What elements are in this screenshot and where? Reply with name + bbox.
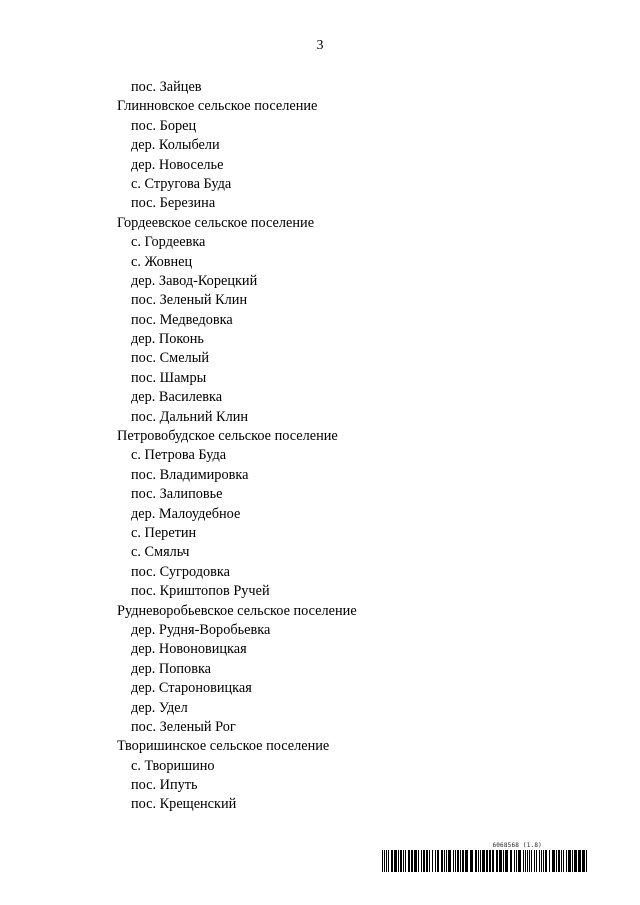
- locality-item: пос. Борец: [131, 117, 197, 134]
- locality-item: дер. Удел: [131, 699, 188, 716]
- settlement-heading: Творишинское сельское поселение: [117, 738, 330, 755]
- locality-item: с. Гордеевка: [131, 234, 206, 251]
- locality-item: дер. Завод-Корецкий: [131, 272, 258, 289]
- page-number: 3: [316, 38, 324, 53]
- locality-item: дер. Рудня-Воробьевка: [131, 621, 271, 638]
- locality-item: с. Петрова Буда: [131, 447, 227, 464]
- locality-item: с. Смяльч: [131, 544, 190, 561]
- locality-item: дер. Поповка: [131, 660, 212, 677]
- locality-item: пос. Крещенский: [131, 796, 237, 813]
- locality-item: с. Перетин: [131, 524, 197, 541]
- settlement-heading: Петровобудское сельское поселение: [117, 428, 338, 445]
- barcode-label: 6068568 (1.8): [492, 842, 542, 849]
- locality-item: пос. Дальний Клин: [131, 408, 249, 425]
- locality-item: пос. Шамры: [131, 369, 207, 386]
- locality-item: пос. Медведовка: [131, 311, 233, 328]
- locality-item: пос. Ипуть: [131, 777, 198, 794]
- locality-item: дер. Новоселье: [131, 156, 224, 173]
- settlement-heading: Рудневоробьевское сельское поселение: [117, 602, 357, 619]
- locality-item: пос. Зеленый Рог: [131, 718, 236, 735]
- document-barcode: [382, 842, 588, 872]
- locality-item: пос. Зеленый Клин: [131, 292, 248, 309]
- locality-item: с. Жовнец: [131, 253, 193, 270]
- settlement-list: [0, 78, 640, 815]
- locality-item: пос. Зайцев: [131, 79, 202, 95]
- locality-item: дер. Новоновицкая: [131, 641, 247, 658]
- locality-item: с. Стругова Буда: [131, 175, 232, 192]
- locality-item: пос. Владимировка: [131, 466, 249, 483]
- settlement-heading: Гордеевское сельское поселение: [117, 214, 315, 231]
- locality-item: дер. Василевка: [131, 389, 223, 406]
- settlement-heading: Глинновское сельское поселение: [117, 98, 318, 115]
- locality-item: пос. Сугродовка: [131, 563, 230, 580]
- barcode-bars: [382, 850, 588, 872]
- locality-item: пос. Березина: [131, 195, 216, 212]
- locality-item: дер. Малоудебное: [131, 505, 241, 522]
- locality-item: с. Творишино: [131, 757, 215, 774]
- locality-item: дер. Поконь: [131, 331, 204, 348]
- locality-item: дер. Колыбели: [131, 137, 220, 154]
- locality-item: дер. Староновицкая: [131, 680, 252, 697]
- locality-item: пос. Криштопов Ручей: [131, 583, 270, 600]
- locality-item: пос. Залиповье: [131, 486, 223, 503]
- locality-item: пос. Смелый: [131, 350, 209, 367]
